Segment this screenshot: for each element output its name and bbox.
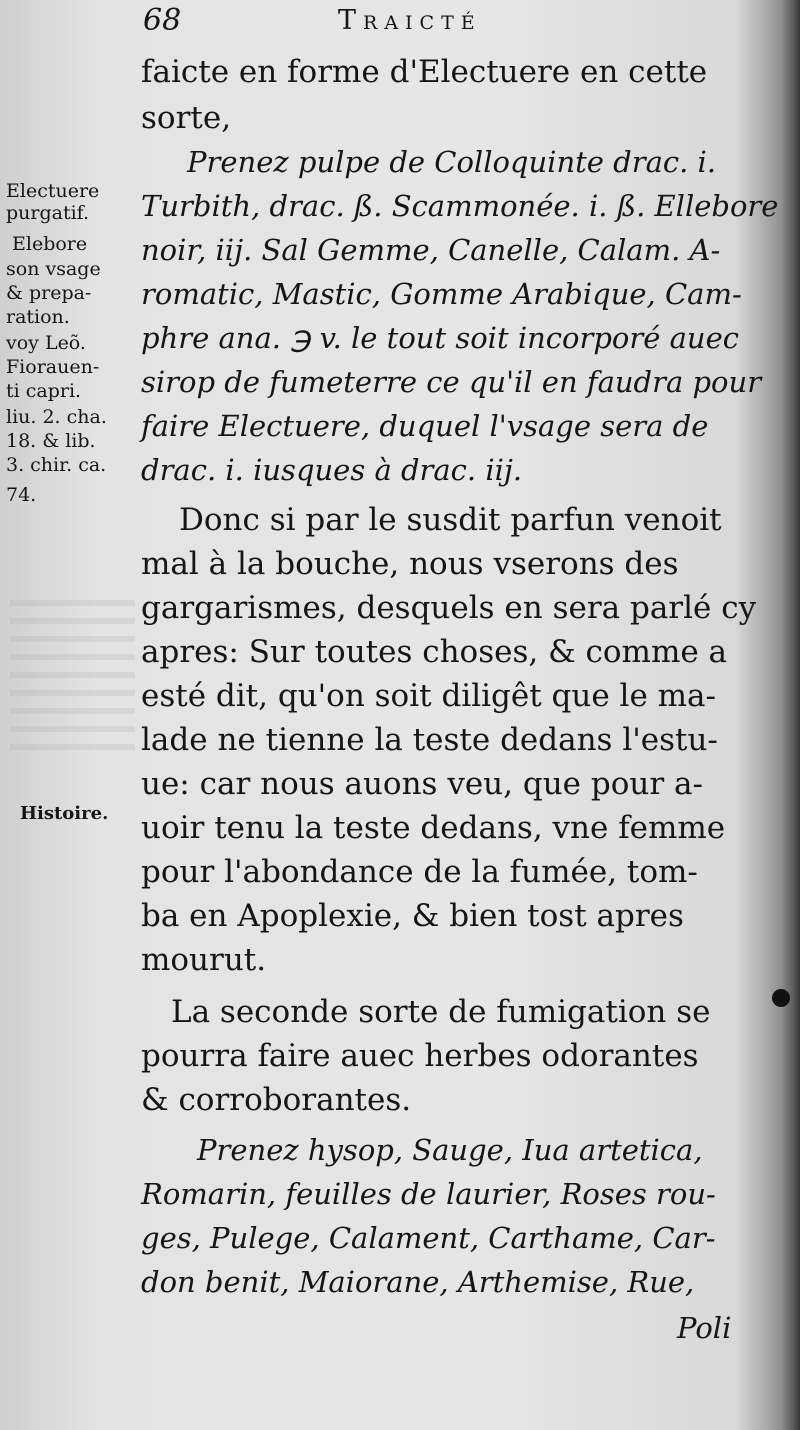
- recipe-line: sirop de fumeterre ce qu'il en faudra pour: [141, 365, 762, 399]
- margin-note-histoire: Histoire.: [20, 803, 109, 824]
- text-line: mourut.: [141, 942, 267, 978]
- recipe-line: Turbith, drac. ß. Scammonée. i. ß. Ellebore: [141, 189, 779, 223]
- recipe-line: ges, Pulege, Calament, Carthame, Car-: [141, 1221, 716, 1255]
- text-line: gargarismes, desquels en sera parlé cy: [141, 590, 757, 626]
- margin-note-line: & prepa-: [6, 282, 92, 304]
- text-line: pour l'abondance de la fumée, tom-: [141, 854, 698, 890]
- text-line: Donc si par le susdit parfun venoit: [179, 502, 722, 538]
- recipe-line: don benit, Maiorane, Arthemise, Rue,: [141, 1265, 695, 1299]
- margin-note-line: 18. & lib.: [6, 430, 96, 452]
- recipe-line: Prenez hysop, Sauge, Iua artetica,: [197, 1133, 703, 1167]
- text-line: faicte en forme d'Electuere en cette: [141, 54, 708, 90]
- show-through-bleed: [10, 600, 135, 760]
- margin-note-line: 74.: [6, 484, 37, 506]
- margin-note-line: voy Leõ.: [6, 332, 86, 354]
- margin-note-line: liu. 2. cha.: [6, 406, 107, 428]
- text-line: La seconde sorte de fumigation se: [171, 994, 711, 1030]
- running-head-title: Traicté: [338, 5, 482, 36]
- margin-note-line: 3. chir. ca.: [6, 454, 107, 476]
- text-line: & corroborantes.: [141, 1082, 412, 1118]
- running-head: [143, 2, 783, 40]
- margin-note-line: Elebore: [12, 233, 88, 255]
- catchword: Poli: [677, 1311, 732, 1345]
- page-edge-shadow: [782, 0, 800, 1430]
- ink-blot: [772, 989, 790, 1007]
- text-line: pourra faire auec herbes odorantes: [141, 1038, 699, 1074]
- margin-note-line: purgatif.: [6, 202, 90, 224]
- recipe-line: drac. i. iusques à drac. iij.: [141, 453, 523, 487]
- text-line: mal à la bouche, nous vserons des: [141, 546, 679, 582]
- margin-note-line: ti capri.: [6, 380, 82, 402]
- margin-note-line: ration.: [6, 306, 70, 328]
- text-line: uoir tenu la teste dedans, vne femme: [141, 810, 726, 846]
- text-line: lade ne tienne la teste dedans l'estu-: [141, 722, 718, 758]
- margin-note-line: Electuere: [6, 180, 100, 202]
- recipe-line: Prenez pulpe de Colloquinte drac. i.: [187, 145, 717, 179]
- recipe-line: faire Electuere, duquel l'vsage sera de: [141, 409, 709, 443]
- page-number: 68: [143, 3, 182, 38]
- text-line: esté dit, qu'on soit diligêt que le ma-: [141, 678, 717, 714]
- text-line: ba en Apoplexie, & bien tost apres: [141, 898, 684, 934]
- margin-note-line: son vsage: [6, 258, 101, 280]
- recipe-line: phre ana. ℈ v. le tout soit incorporé auec: [141, 321, 739, 355]
- recipe-line: noir, iij. Sal Gemme, Canelle, Calam. A-: [141, 233, 721, 267]
- recipe-line: Romarin, feuilles de laurier, Roses rou-: [141, 1177, 716, 1211]
- margin-note-line: Fiorauen-: [6, 356, 100, 378]
- text-line: apres: Sur toutes choses, & comme a: [141, 634, 728, 670]
- text-line: sorte,: [141, 100, 232, 136]
- text-line: ue: car nous auons veu, que pour a-: [141, 766, 703, 802]
- recipe-line: romatic, Mastic, Gomme Arabique, Cam-: [141, 277, 742, 311]
